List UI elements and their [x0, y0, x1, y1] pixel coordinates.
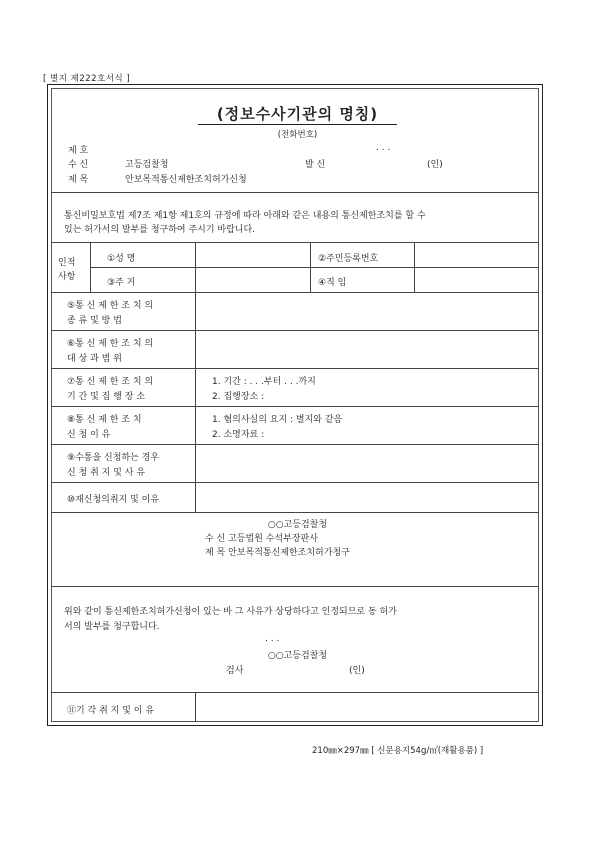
divider: [51, 330, 539, 331]
forward-subject: 제 목 안보목적통신제한조치허가청구: [205, 548, 350, 558]
divider: [51, 512, 539, 513]
divider: [51, 192, 539, 193]
personal-info-label: 인적: [58, 258, 76, 268]
name-label: ①성 명: [107, 254, 136, 264]
recipient-value: 고등검찰청: [125, 160, 169, 170]
divider: [414, 242, 415, 292]
title-underline: [198, 124, 397, 125]
divider: [51, 586, 539, 587]
row-7-period: 1. 기간 : . . .부터 . . .까지: [212, 377, 316, 387]
row-5-label: ⑤통 신 제 한 조 치 의: [67, 301, 154, 311]
rrn-label: ②주민등록번호: [318, 254, 379, 264]
forward-recipient: 수 신 고등법원 수석부장판사: [205, 534, 318, 544]
divider: [51, 692, 539, 693]
divider: [51, 368, 539, 369]
intro-line-2: 있는 허가서의 발부를 청구하여 주시기 바랍니다.: [64, 225, 256, 235]
row-8-label: 신 청 이 유: [67, 430, 111, 440]
divider: [51, 292, 539, 293]
subject-label: 제 목: [68, 175, 89, 185]
request-office: ○○고등검찰청: [267, 651, 328, 661]
row-7-label: ⑦통 신 제 한 조 치 의: [67, 377, 154, 387]
personal-info-label: 사항: [58, 272, 76, 282]
prosecutor-label: 검사: [226, 666, 244, 676]
divider: [195, 692, 196, 722]
row-7-label: 기 간 및 집 행 장 소: [67, 392, 146, 402]
divider: [51, 242, 539, 243]
position-label: ④직 임: [318, 278, 347, 288]
row-9-label: 신 청 취 지 및 사 유: [67, 468, 146, 478]
row-9-label: ⑨수통을 신청하는 경우: [67, 453, 160, 463]
form-number-label: [ 별지 제222호서식 ]: [43, 74, 131, 84]
divider: [195, 242, 196, 512]
row-8-label: ⑧통 신 제 한 조 치: [67, 415, 142, 425]
doc-number-label: 제 호: [68, 146, 89, 156]
doc-number-date: . . .: [376, 143, 391, 153]
address-label: ③주 거: [107, 278, 136, 288]
row-5-label: 종 류 및 방 법: [67, 316, 122, 326]
subject-value: 안보목적통신제한조치허가신청: [125, 175, 247, 185]
page-title: (정보수사기관의 명칭): [216, 105, 379, 123]
sender-label: 발 신: [305, 160, 326, 170]
row-6-label: 대 상 과 범 위: [67, 354, 122, 364]
request-line-2: 서의 발부를 청구합니다.: [64, 622, 160, 632]
row-10-label: ⑩재신청의취지 및 이유: [67, 495, 160, 505]
sender-seal: (인): [427, 160, 443, 170]
divider: [90, 267, 539, 268]
divider: [51, 444, 539, 445]
row-11-label: ⑪기 각 취 지 및 이 유: [67, 706, 155, 716]
divider: [51, 482, 539, 483]
row-8-evidence: 2. 소명자료 :: [212, 430, 265, 440]
forward-office: ○○고등검찰청: [267, 520, 328, 530]
request-line-1: 위와 같이 통신제한조치허가신청이 있는 바 그 사유가 상당하다고 인정되므로 동 허가: [64, 607, 397, 617]
divider: [51, 406, 539, 407]
divider: [90, 242, 91, 292]
phone-number-label: (전화번호): [277, 130, 318, 140]
row-6-label: ⑥통 신 제 한 조 치 의: [67, 339, 154, 349]
row-8-charge: 1. 혐의사실의 요지 : 별지와 같음: [212, 415, 343, 425]
paper-spec-footer: 210㎜×297㎜ [ 신문용지54g/㎡(재활용품) ]: [312, 746, 484, 756]
intro-line-1: 통신비밀보호법 제7조 제1항 제1호의 규정에 따라 아래와 같은 내용의 통신제한조치를 할 수: [64, 211, 426, 221]
divider: [310, 242, 311, 292]
recipient-label: 수 신: [68, 160, 89, 170]
request-date: . . .: [265, 634, 280, 644]
row-7-location: 2. 집행장소 :: [212, 392, 265, 402]
prosecutor-seal: (인): [349, 666, 365, 676]
